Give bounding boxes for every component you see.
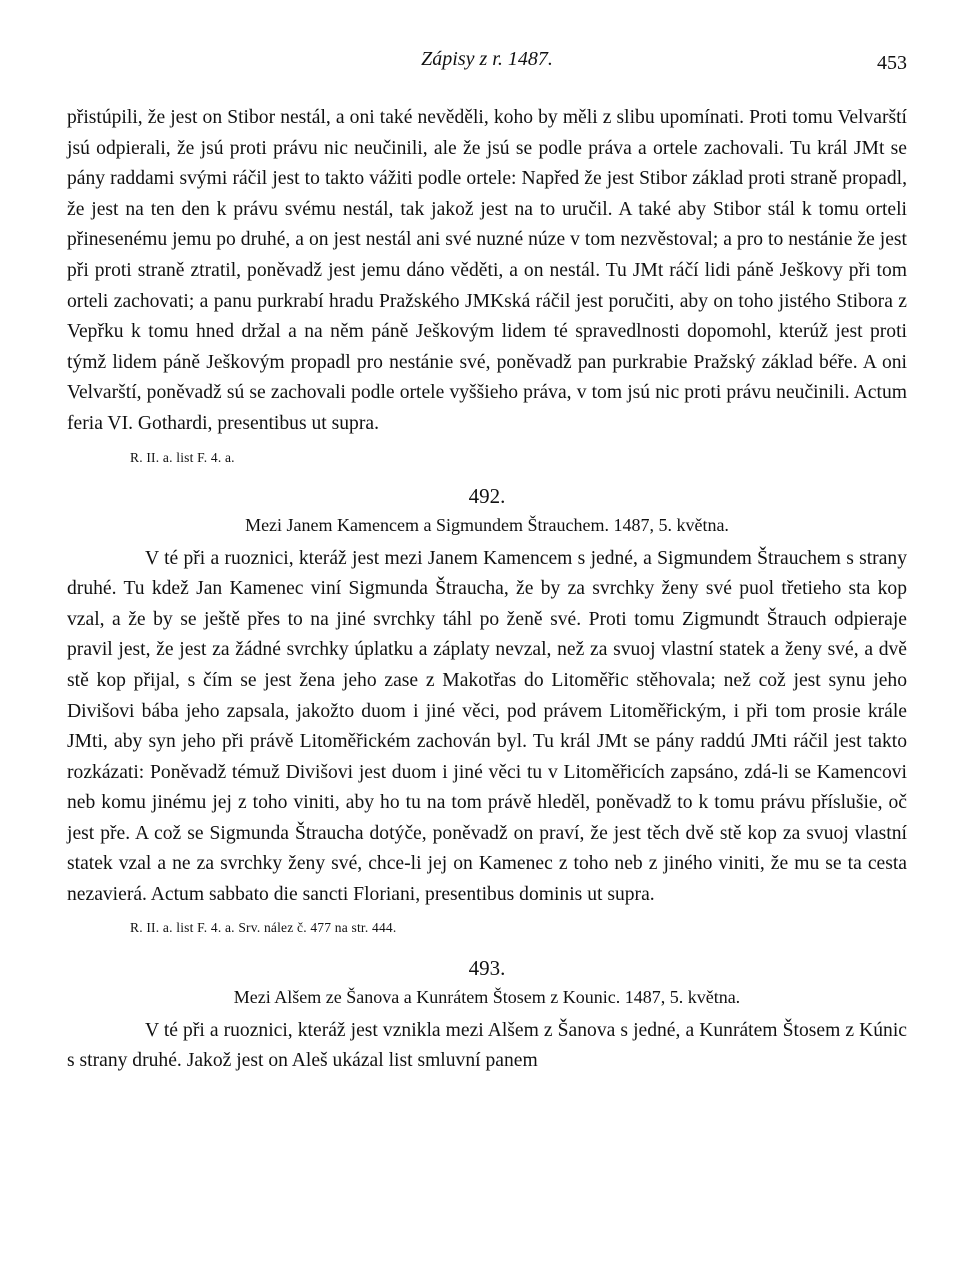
running-title: Zápisy z r. 1487. [421, 48, 553, 70]
source-reference: R. II. a. list F. 4. a. Srv. nález č. 477 na str. 444. [130, 919, 397, 935]
document-page [67, 40, 907, 1077]
page-number: 453 [877, 52, 907, 74]
entry-number: 493. [468, 955, 506, 980]
entry-title: Mezi Janem Kamencem a Sigmundem Štrauchem. 1487, 5. května. [245, 514, 729, 535]
body-paragraph: V té při a ruoznici, kteráž jest mezi Janem Kamencem s jedné, a Sigmundem Štrauchem s strany druhé. Tu kdež Jan Kamenec viní Sigmunda Štraucha, že by za svrchky ženy své puol třetieho sta kop vzal, a že by se ještě přes to na jiné svrchky táhl po ženě své. Proti tomu Zigmundt Štrauch odpieraje pravil jest, že jest za žádné svrchky úplatku a záplaty nevzal, než za svuoj vlastní statek a ženy své, a dvě stě kop přijal, s čím se jest žena jeho zase z Makotřas do Litoměřic stěhovala; než což jest synu jeho Divišovi bába jeho zapsala, jakožto duom i jiné věci, pod právem Litoměřickým, i při tom prosie krále JMti, aby syn jeho při právě Litoměřickém zachován byl. Tu král JMt se pány raddú JMti ráčil jest takto rozkázati: Poněvadž témuž Divišovi jest duom i jiné věci tu v Litoměřicích zapsáno, zdá-li se Kamencovi neb komu jinému jej z toho viniti, aby ho tu na tom právě hleděl, poněvadž to k tomu právu příslušie, oč jest pře. A což se Sigmunda Štraucha dotýče, poněvadž on praví, že jest těch dvě stě kop za svuoj vlastní statek vzal a ne za svrchky ženy své, chce-li jej on Kamenec z toho neb z jiného viniti, že mu se ta cesta nezavierá. Actum sabbato die sancti Floriani, presentibus dominis ut supra. [67, 547, 907, 906]
page-header [67, 40, 907, 74]
entry-number: 492. [468, 483, 506, 508]
body-paragraph: V té při a ruoznici, kteráž jest vznikla mezi Alšem z Šanova s jedné, a Kunrátem Štosem z Kúnic s strany druhé. Jakož jest on Aleš ukázal list smluvní panem [67, 1019, 907, 1072]
source-reference: R. II. a. list F. 4. a. [130, 449, 235, 465]
entry-title: Mezi Alšem ze Šanova a Kunrátem Štosem z Kounic. 1487, 5. května. [233, 986, 741, 1007]
body-paragraph: přistúpili, že jest on Stibor nestál, a oni také nevěděli, koho by měli z slibu upomínati. Proti tomu Velvarští jsú odpierali, že jsú proti právu nic neučinili, ale že jsú se podle práva a ortele zachovali. Tu král JMt se pány raddami svými ráčil jest to takto vážiti podle ortele: Napřed že jest Stibor základ proti straně propadl, že jest na ten den k právu svému nestál, tak jakož jest na to uručil. A také aby Stibor stál k tomu orteli přinesenému jemu po druhé, a on jest nestál ani své nuzné núze v tom nezvěstoval; a pro to nestánie že jest při proti straně ztratil, poněvadž jest jemu dáno věděti, a on nestál. Tu JMt ráčí lidi páně Ješkovy při tom orteli zachovati; a panu purkrabí hradu Pražského JMKská ráčil jest poručiti, aby on toho jistého Stibora z Vepřku k tomu hned držal a na něm páně Ješkovým lidem té spravedlnosti dopomohl, kterúž jest proti týmž lidem páně Ješkovým propadl pro nestánie své, poněvadž pan purkrabie Pražský základ béře. A oni Velvarští, poněvadž sú se zachovali podle ortele vyššieho práva, v tom jsú nic proti právu neučinili. Actum feria VI. Gothardi, presentibus ut supra. [67, 107, 907, 434]
